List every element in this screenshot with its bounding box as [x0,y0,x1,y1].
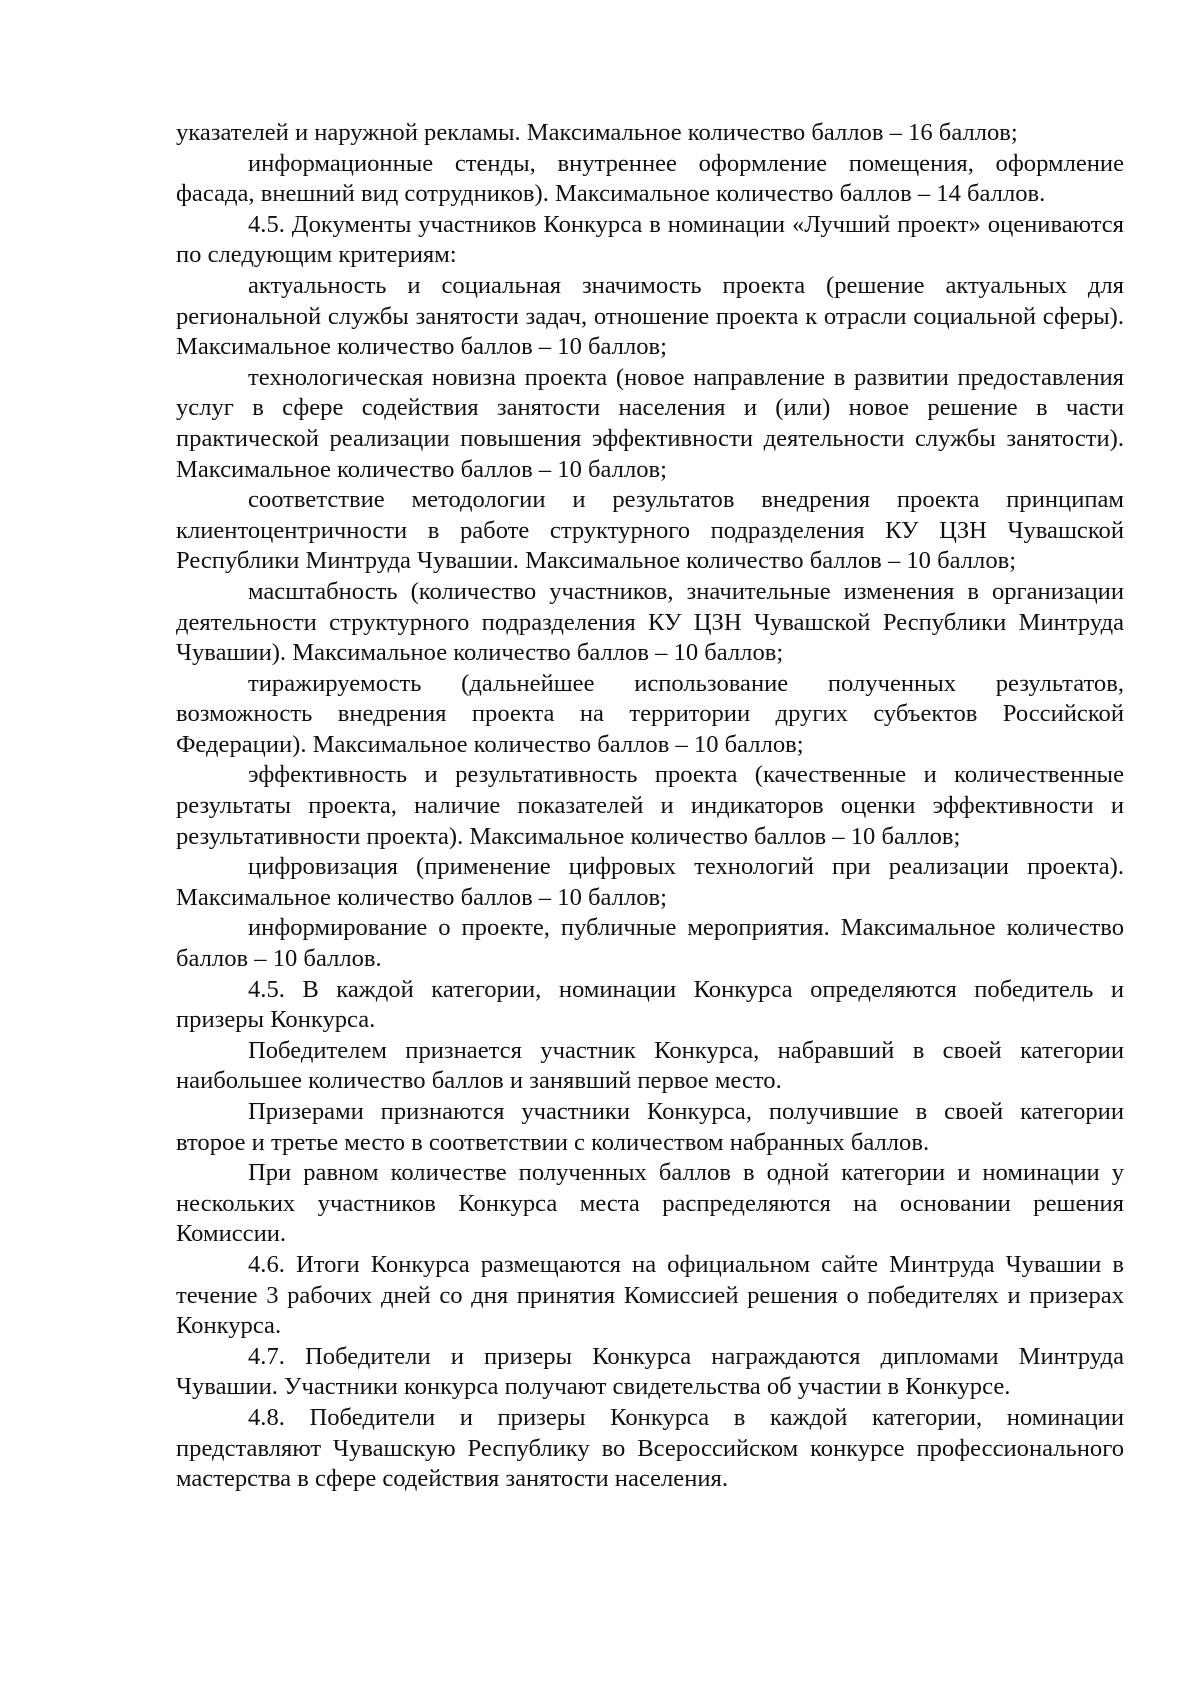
paragraph-3: 4.5. Документы участников Конкурса в номинации «Лучший проект» оцениваются по следующим критериям: [176,210,1124,269]
paragraph-12: 4.5. В каждой категории, номинации Конкурса определяются победитель и призеры Конкурса. [176,975,1124,1034]
document-page [176,118,1124,1495]
paragraph-10: цифровизация (применение цифровых технологий при реализации проекта). Максимальное количество баллов – 10 баллов; [176,853,1124,911]
paragraph-15: При равном количестве полученных баллов в одной категории и номинации у нескольких участников Конкурса места распределяются на основании решения Комиссии. [176,1159,1124,1248]
paragraph-14: Призерами признаются участники Конкурса, получившие в своей категории второе и третье место в соответствии с количеством набранных баллов. [176,1098,1124,1156]
paragraph-16: 4.6. Итоги Конкурса размещаются на официальном сайте Минтруда Чувашии в течение 3 рабочих дней со дня принятия Комиссией решения о победителях и призерах Конкурса. [176,1250,1124,1340]
paragraph-9: эффективность и результативность проекта (качественные и количественные результаты проекта, наличие показателей и индикаторов оценки эффективности и результативности проекта). Максимальное количество баллов – 10 баллов; [176,761,1124,850]
paragraph-1: указателей и наружной рекламы. Максимальное количество баллов – 16 баллов; [176,119,1018,146]
paragraph-13: Победителем признается участник Конкурса, набравший в своей категории наибольшее количество баллов и занявший первое место. [176,1036,1124,1095]
paragraph-5: технологическая новизна проекта (новое направление в развитии предоставления услуг в сфере содействия занятости населения и (или) новое решение в части практической реализации повышения эффективности деятельности службы занятости). Максимальное количество баллов – 10 баллов; [176,363,1124,483]
paragraph-17: 4.7. Победители и призеры Конкурса награждаются дипломами Минтруда Чувашии. Участники конкурса получают свидетельства об участии в Конкурсе. [176,1342,1124,1401]
paragraph-11: информирование о проекте, публичные мероприятия. Максимальное количество баллов – 10 баллов. [176,914,1124,973]
paragraph-18: 4.8. Победители и призеры Конкурса в каждой категории, номинации представляют Чувашскую Республику во Всероссийском конкурсе профессионального мастерства в сфере содействия занятости населения. [176,1403,1124,1493]
paragraph-8: тиражируемость (дальнейшее использование полученных результатов, возможность внедрения проекта на территории других субъектов Российской Федерации). Максимальное количество баллов – 10 баллов; [176,669,1124,758]
paragraph-7: масштабность (количество участников, значительные изменения в организации деятельности структурного подразделения КУ ЦЗН Чувашской Республики Минтруда Чувашии). Максимальное количество баллов – 10 баллов; [176,577,1124,667]
paragraph-2: информационные стенды, внутреннее оформление помещения, оформление фасада, внешний вид сотрудников). Максимальное количество баллов – 14 баллов. [176,149,1124,208]
paragraph-4: актуальность и социальная значимость проекта (решение актуальных для региональной службы занятости задач, отношение проекта к отрасли социальной сферы). Максимальное количество баллов – 10 баллов; [176,271,1124,361]
paragraph-6: соответствие методологии и результатов внедрения проекта принципам клиентоцентричности в работе структурного подразделения КУ ЦЗН Чувашской Республики Минтруда Чувашии. Максимальное количество баллов – 10 баллов; [176,486,1124,575]
